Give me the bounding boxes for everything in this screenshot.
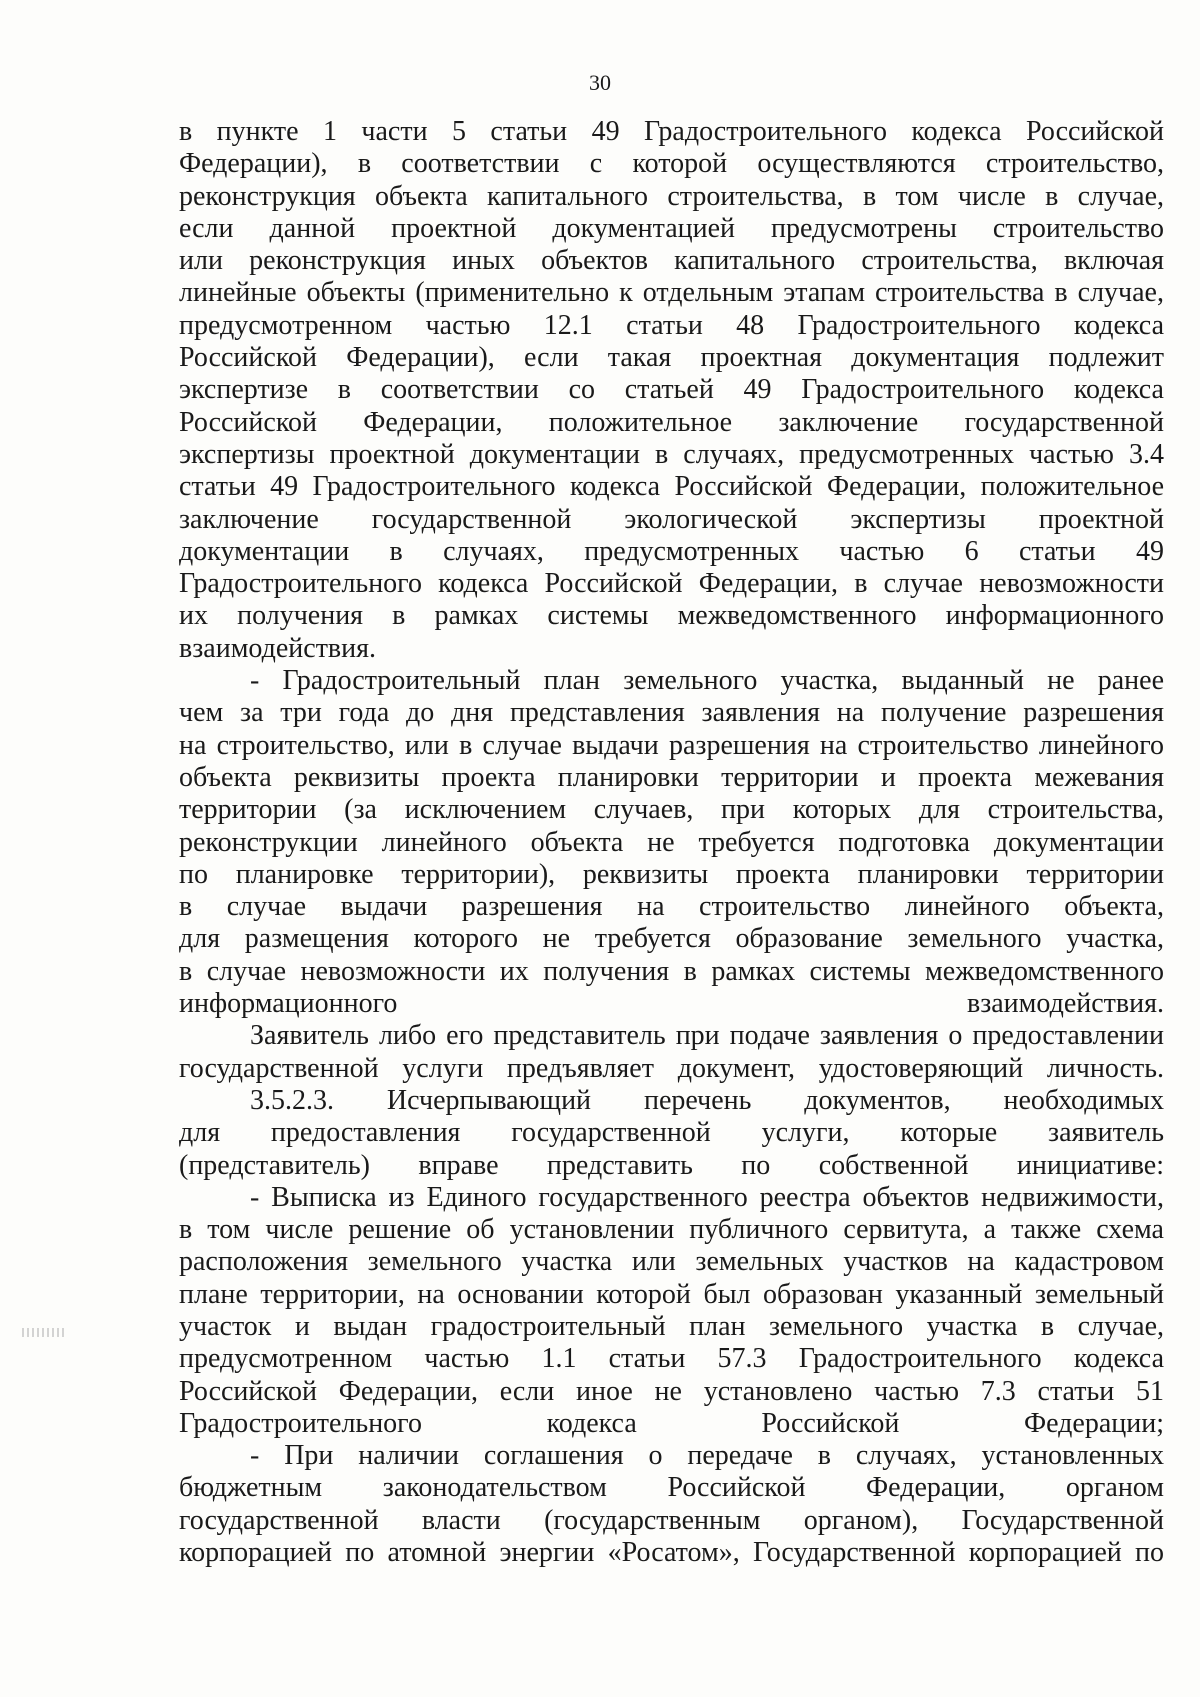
paragraph-registry-extract: [179, 1182, 1164, 1440]
text-line: предусмотренном частью 12.1 статьи 48 Градостроительного кодекса: [179, 309, 1164, 341]
text-line: территории (за исключением случаев, при которых для строительства,: [179, 794, 1164, 826]
text-line: на строительство, или в случае выдачи разрешения на строительство линейного: [179, 729, 1164, 761]
text-line: по планировке территории), реквизиты проекта планировки территории: [179, 858, 1164, 890]
text-line: реконструкция объекта капитального строительства, в том числе в случае,: [179, 180, 1164, 212]
text-line: в том числе решение об установлении публичного сервитута, а также схема: [179, 1214, 1164, 1246]
text-line: Российской Федерации), если такая проектная документация подлежит: [179, 342, 1164, 374]
text-line: бюджетным законодательством Российской Федерации, органом: [179, 1472, 1164, 1504]
text-line: документации в случаях, предусмотренных частью 6 статьи 49: [179, 535, 1164, 567]
text-line: Градостроительного кодекса Российской Федерации;: [179, 1407, 1164, 1439]
document-body: [179, 116, 1164, 1569]
paragraph-section-3-5-2-3: [179, 1085, 1164, 1182]
text-line: экспертизе в соответствии со статьей 49 Градостроительного кодекса: [179, 374, 1164, 406]
text-line: Российской Федерации, положительное заключение государственной: [179, 406, 1164, 438]
text-line: - Выписка из Единого государственного реестра объектов недвижимости,: [250, 1181, 1164, 1213]
text-line: плане территории, на основании которой был образован указанный земельный: [179, 1278, 1164, 1310]
text-line: участок и выдан градостроительный план земельного участка в случае,: [179, 1310, 1164, 1342]
text-line: Российской Федерации, если иное не установлено частью 7.3 статьи 51: [179, 1375, 1164, 1407]
text-line: для размещения которого не требуется образование земельного участка,: [179, 923, 1164, 955]
text-line: статьи 49 Градостроительного кодекса Российской Федерации, положительное: [179, 471, 1164, 503]
text-line: чем за три года до дня представления заявления на получение разрешения: [179, 697, 1164, 729]
text-line: Заявитель либо его представитель при подаче заявления о предоставлении: [250, 1020, 1164, 1052]
page-number: 30: [589, 70, 611, 95]
text-line: взаимодействия.: [179, 632, 377, 664]
text-line: реконструкции линейного объекта не требуется подготовка документации: [179, 826, 1164, 858]
text-line: государственной услуги предъявляет документ, удостоверяющий личность.: [179, 1052, 1164, 1084]
text-line: в случае выдачи разрешения на строительство линейного объекта,: [179, 891, 1164, 923]
text-line: объекта реквизиты проекта планировки территории и проекта межевания: [179, 761, 1164, 793]
scan-artifact: [22, 1328, 64, 1337]
text-line: расположения земельного участка или земельных участков на кадастровом: [179, 1246, 1164, 1278]
text-line: в пункте 1 части 5 статьи 49 Градостроительного кодекса Российской: [179, 116, 1164, 147]
text-line: если данной проектной документацией предусмотрены строительство: [179, 212, 1164, 244]
text-line: экспертизы проектной документации в случаях, предусмотренных частью 3.4: [179, 438, 1164, 470]
paragraph-urban-planning-plan: [179, 665, 1164, 1020]
paragraph-documentation-continuation: [179, 116, 1164, 665]
text-line: предусмотренном частью 1.1 статьи 57.3 Градостроительного кодекса: [179, 1343, 1164, 1375]
text-line: в случае невозможности их получения в рамках системы межведомственного: [179, 955, 1164, 987]
text-line: Федерации), в соответствии с которой осуществляются строительство,: [179, 148, 1164, 180]
text-line: (представитель) вправе представить по собственной инициативе:: [179, 1149, 1164, 1181]
text-line: для предоставления государственной услуги, которые заявитель: [179, 1117, 1164, 1149]
text-line: или реконструкция иных объектов капитального строительства, включая: [179, 245, 1164, 277]
text-line: информационного взаимодействия.: [179, 988, 1164, 1020]
text-line: государственной власти (государственным органом), Государственной: [179, 1504, 1164, 1536]
text-line: линейные объекты (применительно к отдельным этапам строительства в случае,: [179, 277, 1164, 309]
paragraph-agreement: [179, 1440, 1164, 1569]
text-line: корпорацией по атомной энергии «Росатом», Государственной корпорацией по: [179, 1537, 1164, 1569]
paragraph-applicant-identity: [179, 1020, 1164, 1085]
text-line: - При наличии соглашения о передаче в случаях, установленных: [250, 1440, 1164, 1472]
text-line: 3.5.2.3. Исчерпывающий перечень документов, необходимых: [250, 1084, 1164, 1116]
text-line: - Градостроительный план земельного участка, выданный не ранее: [250, 665, 1164, 697]
text-line: Градостроительного кодекса Российской Федерации, в случае невозможности: [179, 568, 1164, 600]
text-line: заключение государственной экологической экспертизы проектной: [179, 503, 1164, 535]
text-line: их получения в рамках системы межведомственного информационного: [179, 600, 1164, 632]
